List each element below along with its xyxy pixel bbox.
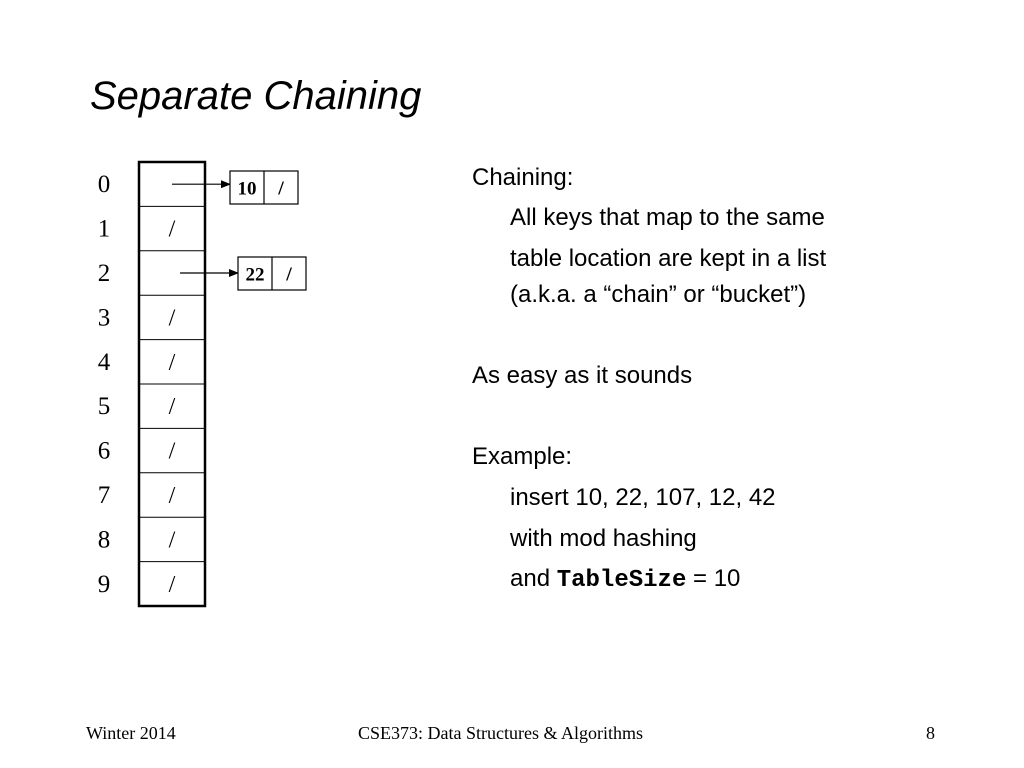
chaining-line-1: All keys that map to the same: [510, 204, 825, 231]
node-next-null: /: [278, 177, 284, 200]
node-key: 22: [245, 264, 265, 286]
hash-table: [98, 162, 205, 606]
slide-title: Separate Chaining: [90, 74, 422, 118]
node-next-null: /: [286, 263, 292, 286]
null-pointer: /: [168, 216, 176, 243]
chain-nodes: [172, 171, 306, 290]
bucket-index: 5: [97, 393, 111, 421]
footer-course: CSE373: Data Structures & Algorithms: [358, 723, 643, 743]
chaining-heading: Chaining:: [472, 164, 574, 191]
bucket-index: 0: [97, 171, 111, 199]
node-key: 10: [237, 178, 257, 200]
bucket-index: 1: [97, 215, 111, 243]
bucket-index: 8: [97, 526, 111, 554]
bucket-index: 3: [97, 304, 111, 332]
null-pointer: /: [168, 305, 176, 332]
chain-node: [172, 171, 298, 204]
chaining-line-3: (a.k.a. a “chain” or “bucket”): [510, 281, 807, 308]
easy-statement: As easy as it sounds: [472, 362, 693, 389]
bucket-index: 9: [97, 570, 111, 598]
null-pointer: /: [168, 394, 176, 421]
example-line-3: [510, 567, 740, 593]
footer-term: Winter 2014: [86, 723, 176, 743]
bucket-index: 4: [97, 348, 111, 376]
null-pointer: /: [168, 438, 176, 465]
bucket-index: 7: [97, 482, 111, 509]
example-line-3-suffix: = 10: [693, 565, 741, 592]
tablesize-code: TableSize: [556, 567, 687, 594]
chain-node: [180, 257, 306, 290]
example-heading: Example:: [472, 443, 573, 470]
footer-page-number: 8: [926, 723, 935, 743]
example-line-2: with mod hashing: [510, 525, 697, 552]
bucket-index: 6: [97, 437, 111, 465]
null-pointer: /: [168, 527, 176, 554]
null-pointer: /: [168, 571, 176, 598]
example-line-1: insert 10, 22, 107, 12, 42: [510, 484, 776, 511]
null-pointer: /: [168, 349, 176, 376]
bucket-index: 2: [97, 260, 111, 287]
chaining-line-2: table location are kept in a list: [510, 245, 827, 272]
null-pointer: /: [168, 483, 176, 509]
example-line-3-prefix: and: [510, 565, 551, 592]
